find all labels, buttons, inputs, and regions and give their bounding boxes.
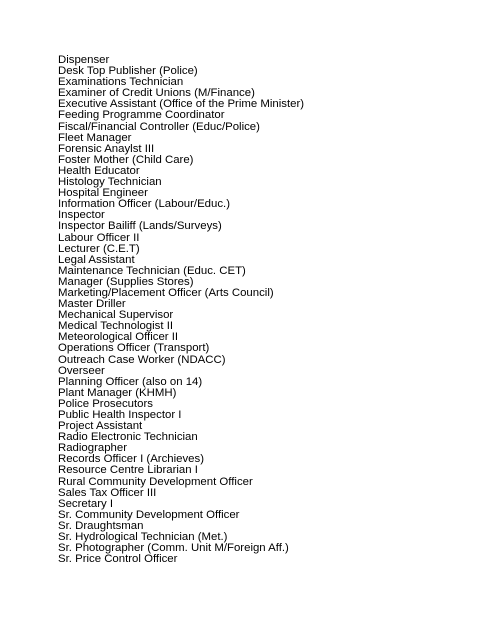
- job-title-item: Overseer: [58, 364, 105, 377]
- job-title-item: Hospital Engineer: [58, 187, 148, 200]
- job-title-item: Records Officer I (Archieves): [58, 453, 205, 466]
- job-title-item: Executive Assistant (Office of the Prime Minister): [58, 98, 305, 111]
- job-title-item: Rural Community Development Officer: [58, 475, 253, 488]
- job-title-item: Radio Electronic Technician: [58, 431, 198, 444]
- job-title-item: Marketing/Placement Officer (Arts Council): [58, 286, 274, 299]
- job-title-item: Examinations Technician: [58, 76, 184, 89]
- job-title-item: Master Driller: [58, 298, 126, 311]
- job-title-item: Legal Assistant: [58, 253, 135, 266]
- job-title-item: Meteorological Officer II: [58, 331, 179, 344]
- job-title-item: Project Assistant: [58, 420, 143, 433]
- job-title-item: Maintenance Technician (Educ. CET): [58, 264, 246, 277]
- job-title-item: Inspector: [58, 209, 105, 222]
- job-title-item: Outreach Case Worker (NDACC): [58, 353, 226, 366]
- job-title-item: Desk Top Publisher (Police): [58, 65, 198, 78]
- job-title-item: Sr. Community Development Officer: [58, 508, 240, 521]
- job-title-item: Feeding Programme Coordinator: [58, 109, 225, 122]
- job-title-item: Operations Officer (Transport): [58, 342, 210, 355]
- job-title-item: Foster Mother (Child Care): [58, 153, 194, 166]
- job-title-item: Inspector Bailiff (Lands/Surveys): [58, 220, 222, 233]
- job-title-item: Radiographer: [58, 442, 128, 455]
- job-title-item: Police Prosecutors: [58, 397, 153, 410]
- job-title-item: Information Officer (Labour/Educ.): [58, 198, 230, 211]
- job-title-item: Manager (Supplies Stores): [58, 275, 194, 288]
- job-title-item: Plant Manager (KHMH): [58, 386, 177, 399]
- job-title-item: Sales Tax Officer III: [58, 486, 157, 499]
- job-title-item: Sr. Hydrological Technician (Met.): [58, 531, 228, 544]
- job-title-item: Fiscal/Financial Controller (Educ/Police): [58, 120, 260, 133]
- job-title-item: Dispenser: [58, 54, 110, 66]
- job-title-item: Planning Officer (also on 14): [58, 375, 203, 388]
- job-title-item: Lecturer (C.E.T): [58, 242, 140, 255]
- job-title-item: Secretary I: [58, 497, 114, 510]
- job-title-item: Labour Officer II: [58, 231, 140, 244]
- job-title-item: Sr. Price Control Officer: [58, 553, 178, 566]
- job-title-item: Examiner of Credit Unions (M/Finance): [58, 87, 255, 100]
- job-title-item: Health Educator: [58, 164, 140, 177]
- job-title-item: Medical Technologist II: [58, 320, 174, 333]
- job-title-item: Sr. Photographer (Comm. Unit M/Foreign Aff.): [58, 542, 289, 555]
- job-title-item: Sr. Draughtsman: [58, 519, 144, 532]
- job-title-list: [58, 55, 478, 565]
- job-title-item: Mechanical Supervisor: [58, 309, 174, 322]
- job-title-item: Public Health Inspector I: [58, 409, 182, 421]
- job-title-item: Histology Technician: [58, 176, 162, 189]
- job-title-item: Fleet Manager: [58, 131, 132, 144]
- job-title-item: Resource Centre Librarian I: [58, 464, 198, 477]
- job-title-item: Forensic Anaylst III: [58, 142, 155, 155]
